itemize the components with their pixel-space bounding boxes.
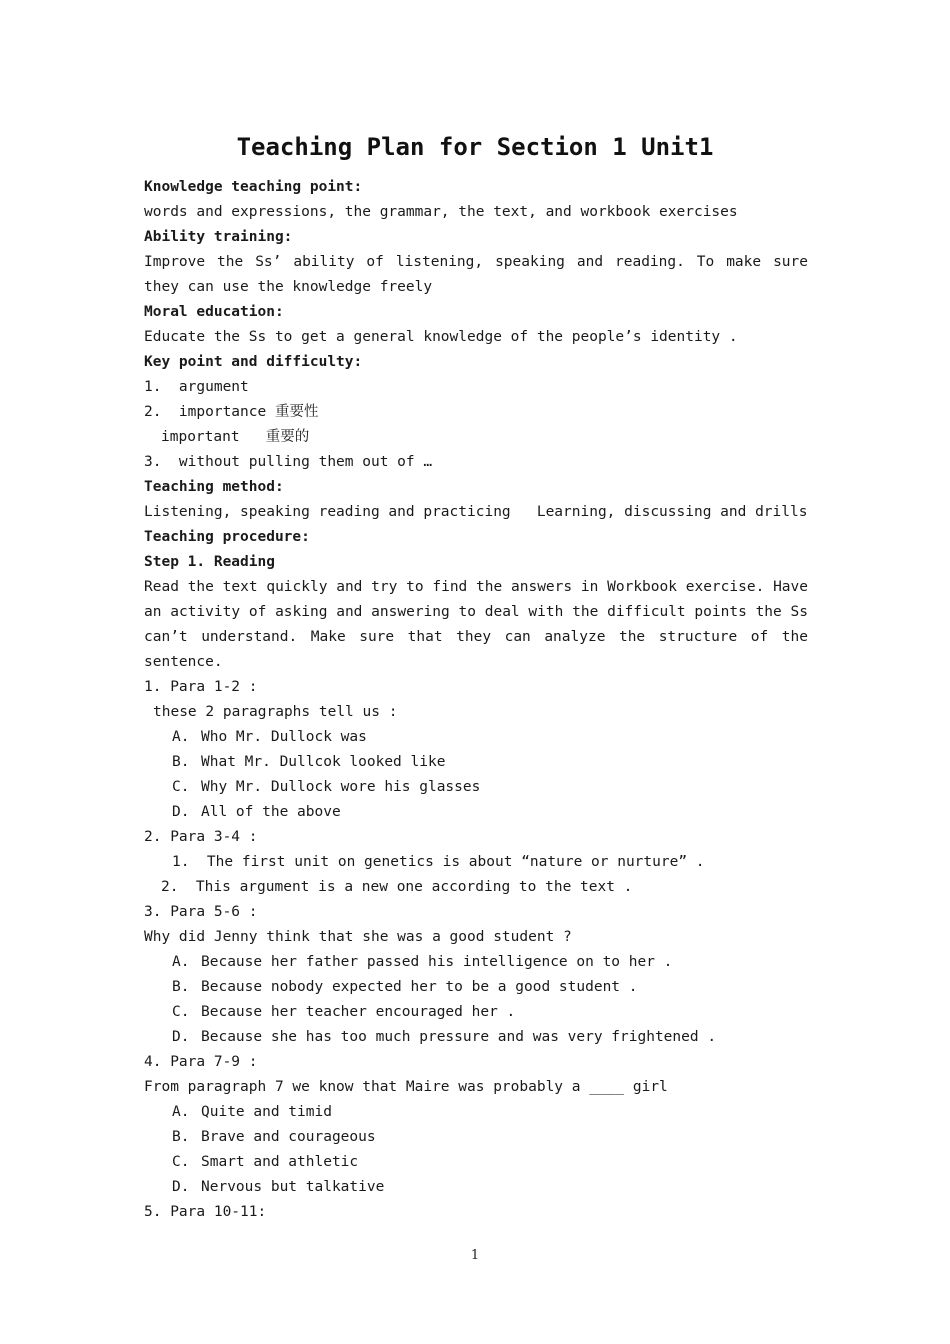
option-text: Because she has too much pressure and was very frightened . [201,1029,717,1045]
option-item [144,800,808,825]
statement-item: 2. This argument is a new one according to the text . [161,879,633,895]
moral-text: Educate the Ss to get a general knowledge of the people’s identity . [144,329,738,345]
option-letter: C. [172,1154,190,1170]
method-heading: Teaching method: [144,479,284,495]
option-item [144,1025,808,1050]
option-letter: D. [172,1029,190,1045]
procedure-heading: Teaching procedure: [144,529,310,545]
option-item [144,725,808,750]
ability-heading: Ability training: [144,229,293,245]
option-item [144,1100,808,1125]
option-letter: A. [172,954,190,970]
method-text: Listening, speaking reading and practicing Learning, discussing and drills [144,504,808,520]
option-text: Because her father passed his intelligence on to her . [201,954,673,970]
option-item [144,950,808,975]
keypoint-item: 3. without pulling them out of … [144,454,433,470]
para-label: 5. Para 10-11: [144,1204,267,1220]
option-text: All of the above [201,804,341,820]
keypoint-item: 2. importance 重要性 [144,404,319,420]
option-letter: B. [172,754,190,770]
option-item [144,1150,808,1175]
option-text: Because nobody expected her to be a good student . [201,979,638,995]
option-text: Brave and courageous [201,1129,376,1145]
statement-item: 1. The first unit on genetics is about “nature or nurture” . [172,854,705,870]
page-number: 1 [470,1248,480,1263]
para-label: 1. Para 1-2 : [144,679,258,695]
option-item [144,1000,808,1025]
keypoint-item: 1. argument [144,379,249,395]
option-item [144,1175,808,1200]
option-text: Who Mr. Dullock was [201,729,367,745]
option-text: What Mr. Dullcok looked like [201,754,446,770]
option-letter: C. [172,779,190,795]
para-label: 3. Para 5-6 : [144,904,258,920]
knowledge-heading: Knowledge teaching point: [144,179,363,195]
option-item [144,775,808,800]
option-letter: B. [172,1129,190,1145]
option-item [144,975,808,1000]
para-question: From paragraph 7 we know that Maire was probably a ____ girl [144,1079,668,1095]
option-text: Because her teacher encouraged her . [201,1004,516,1020]
option-text: Nervous but talkative [201,1179,385,1195]
knowledge-text: words and expressions, the grammar, the text, and workbook exercises [144,204,738,220]
para-label: 4. Para 7-9 : [144,1054,258,1070]
para-question: Why did Jenny think that she was a good student ? [144,929,572,945]
keypoint-subitem: important 重要的 [161,429,310,445]
para-label: 2. Para 3-4 : [144,829,258,845]
option-text: Smart and athletic [201,1154,359,1170]
keypoint-heading: Key point and difficulty: [144,354,363,370]
option-letter: A. [172,1104,190,1120]
document-body [144,175,808,1225]
option-item [144,750,808,775]
option-item [144,1125,808,1150]
option-letter: D. [172,804,190,820]
ability-text: Improve the Ss’ ability of listening, speaking and reading. To make sure they can use the knowledge freely [144,254,808,295]
procedure-intro: Read the text quickly and try to find the answers in Workbook exercise. Have an activity of asking and answering to deal with the difficult points the Ss can’t understand. Make sure that they can analyze the structure of the sentence. [144,579,808,670]
step-heading: Step 1. Reading [144,554,275,570]
option-text: Why Mr. Dullock wore his glasses [201,779,481,795]
option-text: Quite and timid [201,1104,332,1120]
option-letter: D. [172,1179,190,1195]
para-question: these 2 paragraphs tell us : [153,704,398,720]
option-letter: C. [172,1004,190,1020]
option-letter: B. [172,979,190,995]
page-title: Teaching Plan for Section 1 Unit1 [236,133,714,161]
moral-heading: Moral education: [144,304,284,320]
option-letter: A. [172,729,190,745]
